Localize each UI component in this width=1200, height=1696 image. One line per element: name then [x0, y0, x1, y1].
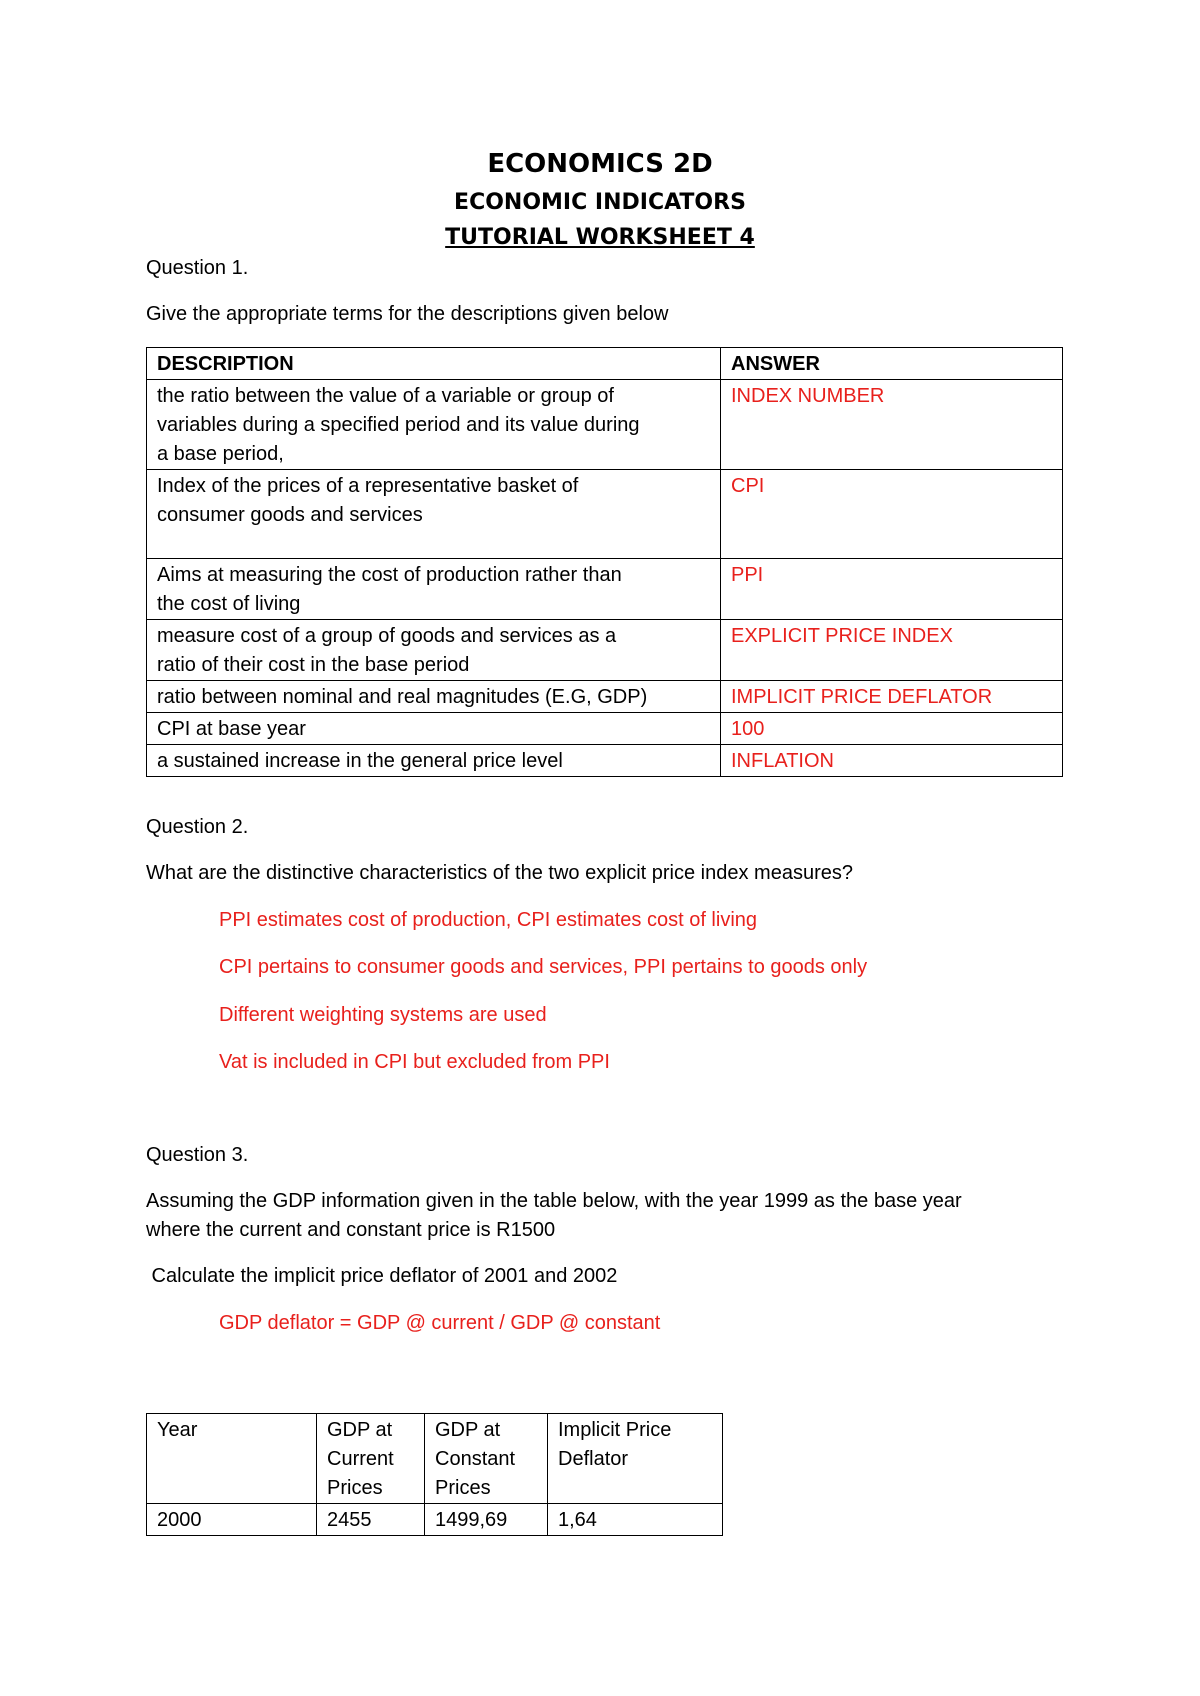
answer-line: PPI estimates cost of production, CPI estimates cost of living	[219, 909, 758, 931]
course-title: ECONOMICS 2D	[487, 149, 713, 179]
description-cell	[147, 380, 721, 470]
answer-line: CPI pertains to consumer goods and services, PPI pertains to goods only	[219, 956, 868, 978]
question-2-prompt: What are the distinctive characteristics of the two explicit price index measures?	[146, 862, 853, 884]
question-3-task: Calculate the implicit price deflator of 2001 and 2002	[146, 1265, 618, 1287]
year-cell: 2000	[147, 1504, 317, 1536]
header-line: Deflator	[558, 1448, 629, 1470]
header-line: GDP at	[327, 1419, 393, 1441]
question-3-prompt-line: Assuming the GDP information given in the table below, with the year 1999 as the base year	[146, 1190, 962, 1212]
column-header-answer: ANSWER	[721, 348, 1063, 380]
deflator-cell: 1,64	[548, 1504, 723, 1536]
answer-line: Different weighting systems are used	[219, 1004, 547, 1026]
answer-cell: EXPLICIT PRICE INDEX	[721, 620, 1063, 681]
header-line: Implicit Price	[558, 1419, 672, 1441]
terms-table	[146, 347, 1063, 777]
description-line: ratio of their cost in the base period	[157, 654, 470, 676]
description-line: Index of the prices of a representative basket of	[157, 475, 579, 497]
header-line: Year	[157, 1419, 198, 1441]
table-row	[147, 713, 1063, 745]
description-line: variables during a specified period and its value during	[157, 414, 640, 436]
column-header-deflator	[548, 1414, 723, 1504]
description-line: measure cost of a group of goods and services as a	[157, 625, 617, 647]
table-row	[147, 620, 1063, 681]
column-header-gdp-current	[317, 1414, 425, 1504]
description-cell: a sustained increase in the general price level	[147, 745, 721, 777]
question-3-label: Question 3.	[146, 1144, 249, 1166]
header-line: Constant	[435, 1448, 516, 1470]
column-header-year	[147, 1414, 317, 1504]
table-row	[147, 470, 1063, 559]
description-cell: CPI at base year	[147, 713, 721, 745]
answer-cell: INDEX NUMBER	[721, 380, 1063, 470]
answer-cell: IMPLICIT PRICE DEFLATOR	[721, 681, 1063, 713]
description-cell	[147, 559, 721, 620]
description-cell: ratio between nominal and real magnitudes (E.G, GDP)	[147, 681, 721, 713]
description-cell	[147, 470, 721, 559]
answer-cell: INFLATION	[721, 745, 1063, 777]
header-line: Prices	[435, 1477, 491, 1499]
question-1-prompt: Give the appropriate terms for the descriptions given below	[146, 303, 669, 325]
answer-cell: CPI	[721, 470, 1063, 559]
description-line: a base period,	[157, 443, 284, 465]
table-row	[147, 745, 1063, 777]
column-header-description: DESCRIPTION	[147, 348, 721, 380]
answer-line: Vat is included in CPI but excluded from PPI	[219, 1051, 610, 1073]
question-1-label: Question 1.	[146, 257, 249, 279]
gdp-constant-cell: 1499,69	[425, 1504, 548, 1536]
subject-title: ECONOMIC INDICATORS	[454, 190, 746, 215]
description-line: Aims at measuring the cost of production rather than	[157, 564, 622, 586]
description-line: the cost of living	[157, 593, 301, 615]
table-row	[147, 559, 1063, 620]
table-row	[147, 1504, 723, 1536]
answer-cell: 100	[721, 713, 1063, 745]
answer-cell: PPI	[721, 559, 1063, 620]
header-line: GDP at	[435, 1419, 501, 1441]
question-3-prompt-line: where the current and constant price is R1500	[146, 1219, 556, 1241]
table-row	[147, 681, 1063, 713]
table-header-row	[147, 1414, 723, 1504]
deflator-formula: GDP deflator = GDP @ current / GDP @ constant	[219, 1312, 661, 1334]
gdp-table	[146, 1413, 723, 1536]
gdp-current-cell: 2455	[317, 1504, 425, 1536]
description-line: consumer goods and services	[157, 504, 423, 526]
header-line: Prices	[327, 1477, 383, 1499]
description-line: the ratio between the value of a variable or group of	[157, 385, 614, 407]
description-cell	[147, 620, 721, 681]
table-row	[147, 380, 1063, 470]
table-header-row	[147, 348, 1063, 380]
header-line: Current	[327, 1448, 394, 1470]
question-2-label: Question 2.	[146, 816, 249, 838]
column-header-gdp-constant	[425, 1414, 548, 1504]
worksheet-title: TUTORIAL WORKSHEET 4	[445, 225, 755, 250]
